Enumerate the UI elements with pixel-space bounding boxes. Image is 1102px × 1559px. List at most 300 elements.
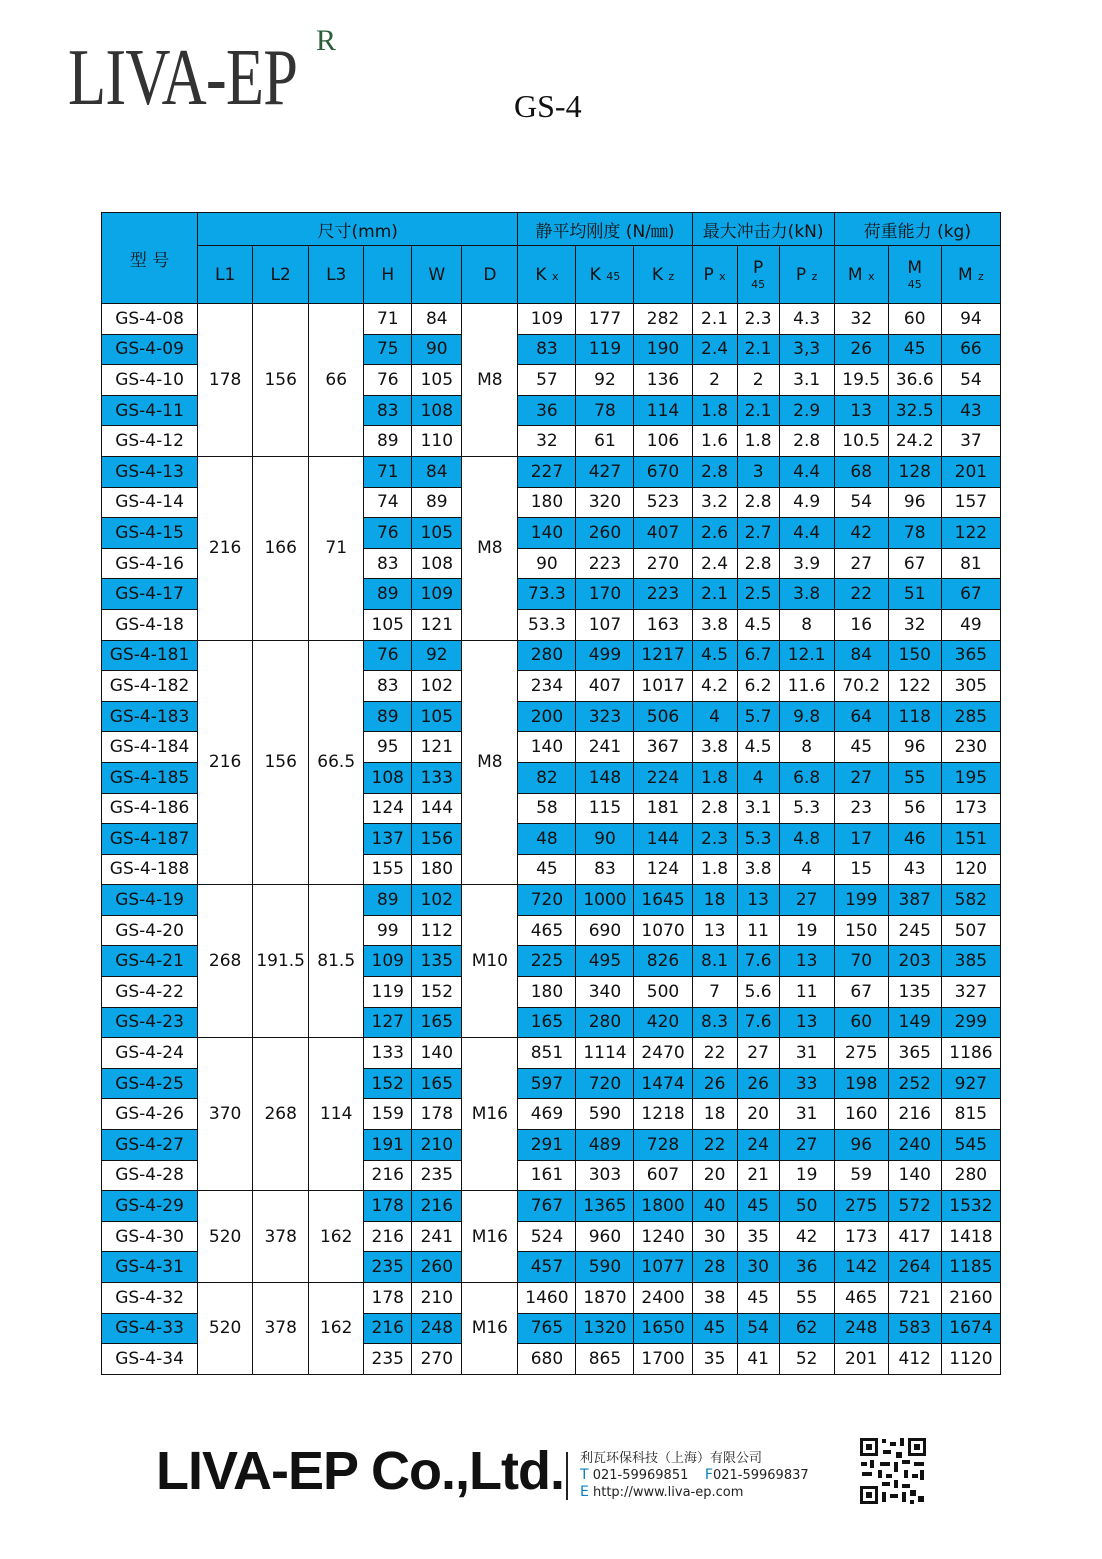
h-cell: 137: [364, 824, 412, 855]
w-cell: 109: [412, 579, 462, 610]
k45-cell: 1320: [576, 1313, 634, 1344]
m45-cell: 51: [888, 579, 941, 610]
k45-cell: 590: [576, 1252, 634, 1283]
mz-cell: 201: [941, 456, 1000, 487]
web-link[interactable]: http://www.liva-ep.com: [593, 1485, 744, 1500]
mx-cell: 173: [834, 1221, 888, 1252]
w-cell: 121: [412, 732, 462, 763]
mx-cell: 13: [834, 395, 888, 426]
m45-cell: 572: [888, 1191, 941, 1222]
px-cell: 2.4: [692, 548, 737, 579]
px-cell: 2.3: [692, 824, 737, 855]
mz-cell: 1186: [941, 1038, 1000, 1069]
p45-cell: 26: [737, 1068, 779, 1099]
w-cell: 165: [412, 1007, 462, 1038]
m45-cell: 252: [888, 1068, 941, 1099]
l3-cell: 66: [309, 304, 364, 457]
l2-cell: 156: [253, 304, 309, 457]
px-cell: 4.2: [692, 671, 737, 702]
pz-cell: 9.8: [779, 701, 834, 732]
w-cell: 152: [412, 977, 462, 1008]
table-body: [102, 304, 1001, 1375]
px-cell: 18: [692, 1099, 737, 1130]
h-cell: 216: [364, 1160, 412, 1191]
model-cell: GS-4-23: [102, 1007, 198, 1038]
px-cell: 1.8: [692, 854, 737, 885]
p45-cell: 45: [737, 1191, 779, 1222]
col-d: D: [462, 246, 518, 304]
col-l3: L3: [309, 246, 364, 304]
h-cell: 109: [364, 946, 412, 977]
mz-cell: 385: [941, 946, 1000, 977]
kx-cell: 32: [518, 426, 576, 457]
col-kz: K z: [634, 246, 692, 304]
mx-cell: 68: [834, 456, 888, 487]
m45-cell: 583: [888, 1313, 941, 1344]
l2-cell: 191.5: [253, 885, 309, 1038]
m45-cell: 412: [888, 1344, 941, 1375]
model-cell: GS-4-186: [102, 793, 198, 824]
p45-cell: 24: [737, 1130, 779, 1161]
model-cell: GS-4-14: [102, 487, 198, 518]
m45-cell: 56: [888, 793, 941, 824]
k45-cell: 1000: [576, 885, 634, 916]
m45-cell: 135: [888, 977, 941, 1008]
mx-cell: 70.2: [834, 671, 888, 702]
h-cell: 105: [364, 609, 412, 640]
w-cell: 92: [412, 640, 462, 671]
kz-cell: 367: [634, 732, 692, 763]
w-cell: 165: [412, 1068, 462, 1099]
p45-cell: 35: [737, 1221, 779, 1252]
model-cell: GS-4-24: [102, 1038, 198, 1069]
h-cell: 89: [364, 701, 412, 732]
m45-cell: 32: [888, 609, 941, 640]
px-cell: 45: [692, 1313, 737, 1344]
px-cell: 8.3: [692, 1007, 737, 1038]
w-cell: 102: [412, 885, 462, 916]
model-cell: GS-4-182: [102, 671, 198, 702]
w-cell: 90: [412, 334, 462, 365]
p45-cell: 45: [737, 1283, 779, 1314]
mx-cell: 96: [834, 1130, 888, 1161]
pz-cell: 3.9: [779, 548, 834, 579]
l1-cell: 520: [198, 1283, 253, 1375]
mz-cell: 230: [941, 732, 1000, 763]
p45-cell: 4.5: [737, 609, 779, 640]
model-cell: GS-4-181: [102, 640, 198, 671]
w-cell: 156: [412, 824, 462, 855]
mx-cell: 70: [834, 946, 888, 977]
kx-cell: 83: [518, 334, 576, 365]
m45-cell: 78: [888, 518, 941, 549]
w-cell: 210: [412, 1283, 462, 1314]
px-cell: 40: [692, 1191, 737, 1222]
pz-cell: 4.4: [779, 456, 834, 487]
h-cell: 99: [364, 915, 412, 946]
kz-cell: 523: [634, 487, 692, 518]
px-cell: 2.8: [692, 456, 737, 487]
web-label: E: [580, 1484, 589, 1500]
h-cell: 83: [364, 548, 412, 579]
mx-cell: 45: [834, 732, 888, 763]
p45-cell: 1.8: [737, 426, 779, 457]
kz-cell: 1700: [634, 1344, 692, 1375]
model-cell: GS-4-28: [102, 1160, 198, 1191]
d-cell: M8: [462, 304, 518, 457]
k45-cell: 320: [576, 487, 634, 518]
kz-cell: 506: [634, 701, 692, 732]
pz-cell: 19: [779, 1160, 834, 1191]
m45-cell: 46: [888, 824, 941, 855]
model-cell: GS-4-33: [102, 1313, 198, 1344]
pz-cell: 8: [779, 609, 834, 640]
footer-cn-name: 利瓦环保科技（上海）有限公司: [580, 1451, 763, 1466]
kx-cell: 720: [518, 885, 576, 916]
kz-cell: 500: [634, 977, 692, 1008]
px-cell: 2.6: [692, 518, 737, 549]
pz-cell: 13: [779, 1007, 834, 1038]
k45-cell: 489: [576, 1130, 634, 1161]
w-cell: 235: [412, 1160, 462, 1191]
k45-cell: 499: [576, 640, 634, 671]
k45-cell: 427: [576, 456, 634, 487]
pz-cell: 11.6: [779, 671, 834, 702]
kx-cell: 45: [518, 854, 576, 885]
p45-cell: 4: [737, 762, 779, 793]
header-model: 型 号: [102, 213, 198, 304]
m45-cell: 721: [888, 1283, 941, 1314]
k45-cell: 303: [576, 1160, 634, 1191]
model-cell: GS-4-26: [102, 1099, 198, 1130]
kz-cell: 1800: [634, 1191, 692, 1222]
w-cell: 178: [412, 1099, 462, 1130]
px-cell: 30: [692, 1221, 737, 1252]
table-row: [102, 304, 1001, 335]
k45-cell: 1870: [576, 1283, 634, 1314]
header-load: 荷重能力 (kg): [834, 213, 1000, 246]
col-mz: M z: [941, 246, 1000, 304]
mz-cell: 54: [941, 365, 1000, 396]
k45-cell: 148: [576, 762, 634, 793]
mz-cell: 173: [941, 793, 1000, 824]
mz-cell: 151: [941, 824, 1000, 855]
mz-cell: 1120: [941, 1344, 1000, 1375]
model-cell: GS-4-13: [102, 456, 198, 487]
mx-cell: 23: [834, 793, 888, 824]
px-cell: 2.1: [692, 579, 737, 610]
h-cell: 155: [364, 854, 412, 885]
kz-cell: 1650: [634, 1313, 692, 1344]
h-cell: 127: [364, 1007, 412, 1038]
pz-cell: 52: [779, 1344, 834, 1375]
px-cell: 20: [692, 1160, 737, 1191]
m45-cell: 149: [888, 1007, 941, 1038]
p45-cell: 5.6: [737, 977, 779, 1008]
kz-cell: 420: [634, 1007, 692, 1038]
mx-cell: 32: [834, 304, 888, 335]
kx-cell: 161: [518, 1160, 576, 1191]
pz-cell: 4.8: [779, 824, 834, 855]
h-cell: 152: [364, 1068, 412, 1099]
mz-cell: 43: [941, 395, 1000, 426]
mz-cell: 1674: [941, 1313, 1000, 1344]
mz-cell: 545: [941, 1130, 1000, 1161]
brand-logo: LIVA-EP: [68, 34, 298, 122]
kx-cell: 469: [518, 1099, 576, 1130]
mx-cell: 67: [834, 977, 888, 1008]
h-cell: 191: [364, 1130, 412, 1161]
kx-cell: 227: [518, 456, 576, 487]
model-cell: GS-4-17: [102, 579, 198, 610]
pz-cell: 2.8: [779, 426, 834, 457]
w-cell: 112: [412, 915, 462, 946]
h-cell: 159: [364, 1099, 412, 1130]
kx-cell: 82: [518, 762, 576, 793]
pz-cell: 55: [779, 1283, 834, 1314]
kz-cell: 407: [634, 518, 692, 549]
k45-cell: 690: [576, 915, 634, 946]
kx-cell: 597: [518, 1068, 576, 1099]
h-cell: 235: [364, 1252, 412, 1283]
kx-cell: 851: [518, 1038, 576, 1069]
w-cell: 216: [412, 1191, 462, 1222]
model-cell: GS-4-20: [102, 915, 198, 946]
m45-cell: 96: [888, 487, 941, 518]
kz-cell: 1645: [634, 885, 692, 916]
mx-cell: 15: [834, 854, 888, 885]
h-cell: 71: [364, 304, 412, 335]
pz-cell: 5.3: [779, 793, 834, 824]
mz-cell: 81: [941, 548, 1000, 579]
kz-cell: 1240: [634, 1221, 692, 1252]
p45-cell: 2.1: [737, 334, 779, 365]
mz-cell: 285: [941, 701, 1000, 732]
kx-cell: 180: [518, 977, 576, 1008]
mx-cell: 54: [834, 487, 888, 518]
k45-cell: 865: [576, 1344, 634, 1375]
pz-cell: 4.9: [779, 487, 834, 518]
mz-cell: 280: [941, 1160, 1000, 1191]
pz-cell: 13: [779, 946, 834, 977]
model-cell: GS-4-187: [102, 824, 198, 855]
p45-cell: 20: [737, 1099, 779, 1130]
px-cell: 2.8: [692, 793, 737, 824]
p45-cell: 7.6: [737, 1007, 779, 1038]
kz-cell: 1017: [634, 671, 692, 702]
px-cell: 22: [692, 1130, 737, 1161]
kz-cell: 1474: [634, 1068, 692, 1099]
page-title: GS-4: [514, 88, 582, 124]
model-cell: GS-4-32: [102, 1283, 198, 1314]
l2-cell: 156: [253, 640, 309, 885]
k45-cell: 260: [576, 518, 634, 549]
kx-cell: 200: [518, 701, 576, 732]
mx-cell: 26: [834, 334, 888, 365]
kx-cell: 465: [518, 915, 576, 946]
h-cell: 74: [364, 487, 412, 518]
m45-cell: 240: [888, 1130, 941, 1161]
w-cell: 140: [412, 1038, 462, 1069]
l3-cell: 81.5: [309, 885, 364, 1038]
k45-cell: 177: [576, 304, 634, 335]
fax-label: F: [704, 1467, 713, 1483]
l1-cell: 178: [198, 304, 253, 457]
k45-cell: 590: [576, 1099, 634, 1130]
kx-cell: 180: [518, 487, 576, 518]
pz-cell: 12.1: [779, 640, 834, 671]
mz-cell: 67: [941, 579, 1000, 610]
h-cell: 235: [364, 1344, 412, 1375]
l3-cell: 66.5: [309, 640, 364, 885]
px-cell: 35: [692, 1344, 737, 1375]
m45-cell: 43: [888, 854, 941, 885]
mz-cell: 122: [941, 518, 1000, 549]
p45-cell: 3: [737, 456, 779, 487]
mz-cell: 927: [941, 1068, 1000, 1099]
tel-number: 021-59969851: [592, 1468, 689, 1483]
mz-cell: 2160: [941, 1283, 1000, 1314]
px-cell: 3.8: [692, 732, 737, 763]
p45-cell: 2.8: [737, 487, 779, 518]
m45-cell: 67: [888, 548, 941, 579]
k45-cell: 90: [576, 824, 634, 855]
kz-cell: 114: [634, 395, 692, 426]
mx-cell: 17: [834, 824, 888, 855]
m45-cell: 203: [888, 946, 941, 977]
mx-cell: 22: [834, 579, 888, 610]
model-cell: GS-4-09: [102, 334, 198, 365]
pz-cell: 19: [779, 915, 834, 946]
d-cell: M16: [462, 1038, 518, 1191]
mz-cell: 299: [941, 1007, 1000, 1038]
p45-cell: 41: [737, 1344, 779, 1375]
w-cell: 180: [412, 854, 462, 885]
h-cell: 75: [364, 334, 412, 365]
l1-cell: 216: [198, 456, 253, 640]
pz-cell: 11: [779, 977, 834, 1008]
col-l1: L1: [198, 246, 253, 304]
k45-cell: 323: [576, 701, 634, 732]
mx-cell: 27: [834, 548, 888, 579]
footer-contact: [580, 1450, 809, 1501]
mz-cell: 1532: [941, 1191, 1000, 1222]
mx-cell: 201: [834, 1344, 888, 1375]
h-cell: 89: [364, 579, 412, 610]
w-cell: 84: [412, 304, 462, 335]
mx-cell: 42: [834, 518, 888, 549]
tel-label: T: [580, 1467, 589, 1483]
kx-cell: 1460: [518, 1283, 576, 1314]
model-cell: GS-4-185: [102, 762, 198, 793]
l1-cell: 370: [198, 1038, 253, 1191]
w-cell: 210: [412, 1130, 462, 1161]
mz-cell: 365: [941, 640, 1000, 671]
l1-cell: 268: [198, 885, 253, 1038]
mx-cell: 60: [834, 1007, 888, 1038]
px-cell: 1.8: [692, 762, 737, 793]
k45-cell: 1114: [576, 1038, 634, 1069]
table-row: [102, 640, 1001, 671]
p45-cell: 6.2: [737, 671, 779, 702]
mx-cell: 19.5: [834, 365, 888, 396]
l2-cell: 378: [253, 1283, 309, 1375]
pz-cell: 31: [779, 1038, 834, 1069]
col-h: H: [364, 246, 412, 304]
h-cell: 83: [364, 671, 412, 702]
w-cell: 248: [412, 1313, 462, 1344]
model-cell: GS-4-31: [102, 1252, 198, 1283]
mx-cell: 199: [834, 885, 888, 916]
h-cell: 89: [364, 426, 412, 457]
kx-cell: 280: [518, 640, 576, 671]
kz-cell: 181: [634, 793, 692, 824]
pz-cell: 4: [779, 854, 834, 885]
model-cell: GS-4-30: [102, 1221, 198, 1252]
l3-cell: 162: [309, 1283, 364, 1375]
mx-cell: 248: [834, 1313, 888, 1344]
w-cell: 135: [412, 946, 462, 977]
pz-cell: 4.3: [779, 304, 834, 335]
p45-cell: 54: [737, 1313, 779, 1344]
mz-cell: 120: [941, 854, 1000, 885]
w-cell: 89: [412, 487, 462, 518]
d-cell: M8: [462, 640, 518, 885]
h-cell: 89: [364, 885, 412, 916]
px-cell: 13: [692, 915, 737, 946]
px-cell: 1.8: [692, 395, 737, 426]
d-cell: M16: [462, 1283, 518, 1375]
col-p45: P 45: [737, 246, 779, 304]
m45-cell: 32.5: [888, 395, 941, 426]
m45-cell: 387: [888, 885, 941, 916]
kz-cell: 282: [634, 304, 692, 335]
k45-cell: 119: [576, 334, 634, 365]
kz-cell: 1077: [634, 1252, 692, 1283]
px-cell: 3.8: [692, 609, 737, 640]
pz-cell: 27: [779, 885, 834, 916]
m45-cell: 365: [888, 1038, 941, 1069]
m45-cell: 264: [888, 1252, 941, 1283]
k45-cell: 92: [576, 365, 634, 396]
mz-cell: 507: [941, 915, 1000, 946]
kx-cell: 58: [518, 793, 576, 824]
w-cell: 108: [412, 395, 462, 426]
mz-cell: 815: [941, 1099, 1000, 1130]
w-cell: 105: [412, 365, 462, 396]
mz-cell: 1185: [941, 1252, 1000, 1283]
p45-cell: 2.1: [737, 395, 779, 426]
k45-cell: 241: [576, 732, 634, 763]
table-row: [102, 1283, 1001, 1314]
l1-cell: 520: [198, 1191, 253, 1283]
h-cell: 216: [364, 1313, 412, 1344]
pz-cell: 27: [779, 1130, 834, 1161]
m45-cell: 245: [888, 915, 941, 946]
table-row: [102, 1038, 1001, 1069]
mx-cell: 10.5: [834, 426, 888, 457]
l2-cell: 166: [253, 456, 309, 640]
px-cell: 8.1: [692, 946, 737, 977]
p45-cell: 11: [737, 915, 779, 946]
p45-cell: 5.7: [737, 701, 779, 732]
kx-cell: 36: [518, 395, 576, 426]
pz-cell: 62: [779, 1313, 834, 1344]
l3-cell: 114: [309, 1038, 364, 1191]
header-dimensions: 尺寸(mm): [198, 213, 518, 246]
model-cell: GS-4-22: [102, 977, 198, 1008]
kx-cell: 765: [518, 1313, 576, 1344]
